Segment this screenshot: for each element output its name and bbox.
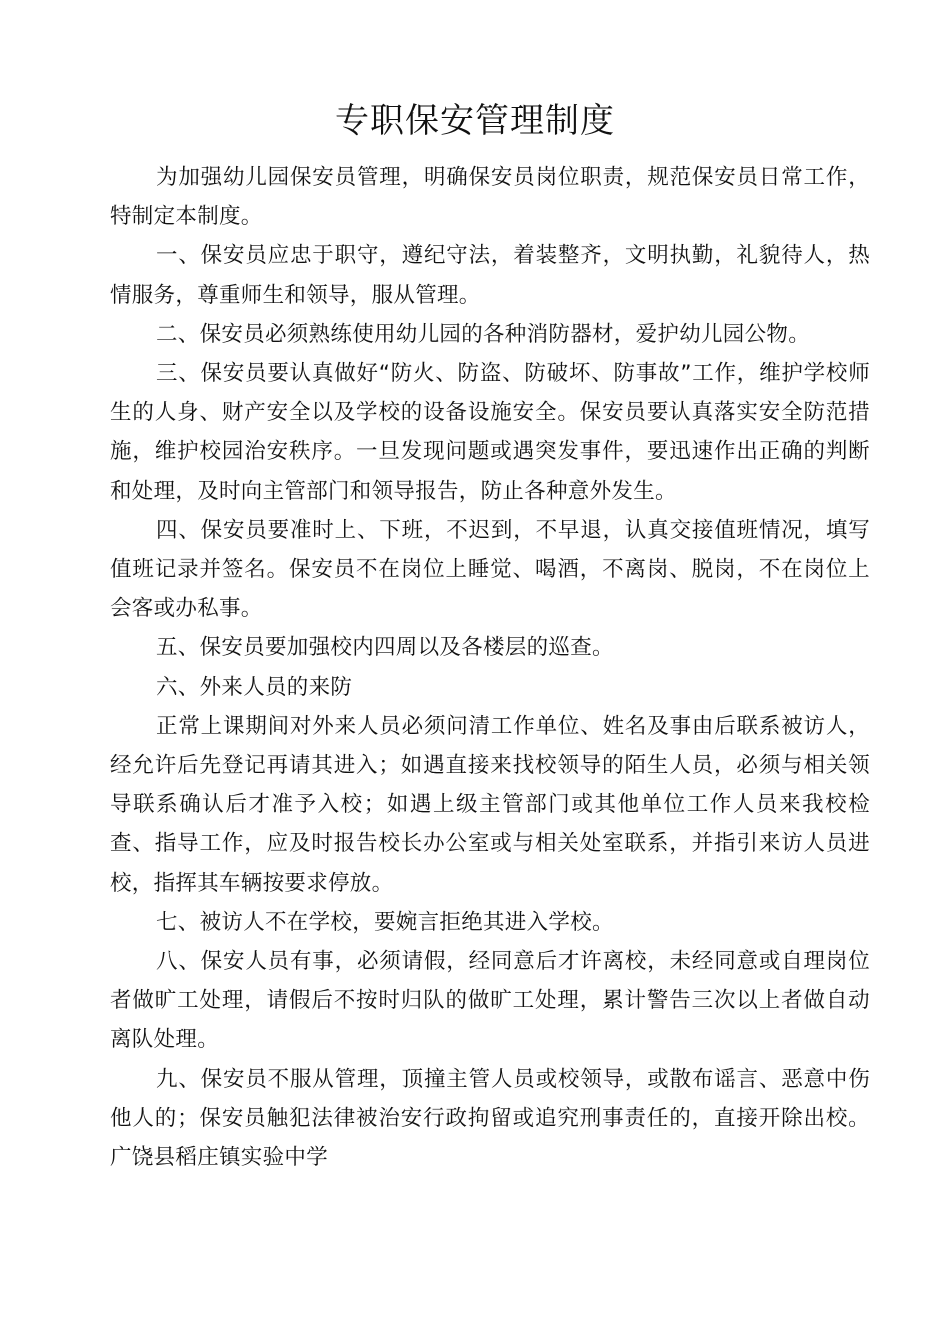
paragraph-rule-2: 二、保安员必须熟练使用幼儿园的各种消防器材，爱护幼儿园公物。 [156,321,811,347]
paragraph-rule-5: 五、保安员要加强校内四周以及各楼层的巡查。 [156,635,614,661]
document-body [110,158,870,1177]
paragraph-rule-9 [110,1060,870,1178]
paragraph-intro: 为加强幼儿园保安员管理，明确保安员岗位职责，规范保安员日常工作，特制定本制度。 [110,165,870,230]
paragraph-rule-1: 一、保安员应忠于职守，遵纪守法，着装整齐，文明执勤，礼貌待人，热情服务，尊重师生和领导，服从管理。 [110,243,870,308]
paragraph-rule-4: 四、保安员要准时上、下班，不迟到，不早退，认真交接值班情况，填写值班记录并签名。保安员不在岗位上睡觉、喝酒，不离岗、脱岗，不在岗位上会客或办私事。 [110,517,870,622]
paragraph-rule-8: 八、保安人员有事，必须请假，经同意后才许离校，未经同意或自理岗位者做旷工处理，请假后不按时归队的做旷工处理，累计警告三次以上者做自动离队处理。 [110,949,870,1053]
paragraph-rule-6-detail: 正常上课期间对外来人员必须问清工作单位、姓名及事由后联系被访人，经允许后先登记再请其进入；如遇直接来找校领导的陌生人员，必须与相关领导联系确认后才准予入校；如遇上级主管部门或其他单位工作人员来我校检查、指导工作，应及时报告校长办公室或与相关处室联系，并指引来访人员进校，指挥其车辆按要求停放。 [110,713,870,896]
paragraph-rule-3: 三、保安员要认真做好“防火、防盗、防破坏、防事故”工作，维护学校师生的人身、财产安全以及学校的设备设施安全。保安员要认真落实安全防范措施，维护校园治安秩序。一旦发现问题或遇突发事件，要迅速作出正确的判断和处理，及时向主管部门和领导报告，防止各种意外发生。 [110,361,870,504]
signature-school-name: 广饶县稻庄镇实验中学 [110,1145,329,1171]
paragraph-rule-7: 七、被访人不在学校，要婉言拒绝其进入学校。 [156,909,614,935]
paragraph-rule-9-text: 九、保安员不服从管理，顶撞主管人员或校领导，或散布谣言、恶意中伤他人的；保安员触犯法律被治安行政拘留或追究刑事责任的，直接开除出校。 [110,1066,870,1131]
paragraph-rule-6-heading: 六、外来人员的来防 [156,674,353,700]
document-title: 专职保安管理制度 [335,101,615,141]
